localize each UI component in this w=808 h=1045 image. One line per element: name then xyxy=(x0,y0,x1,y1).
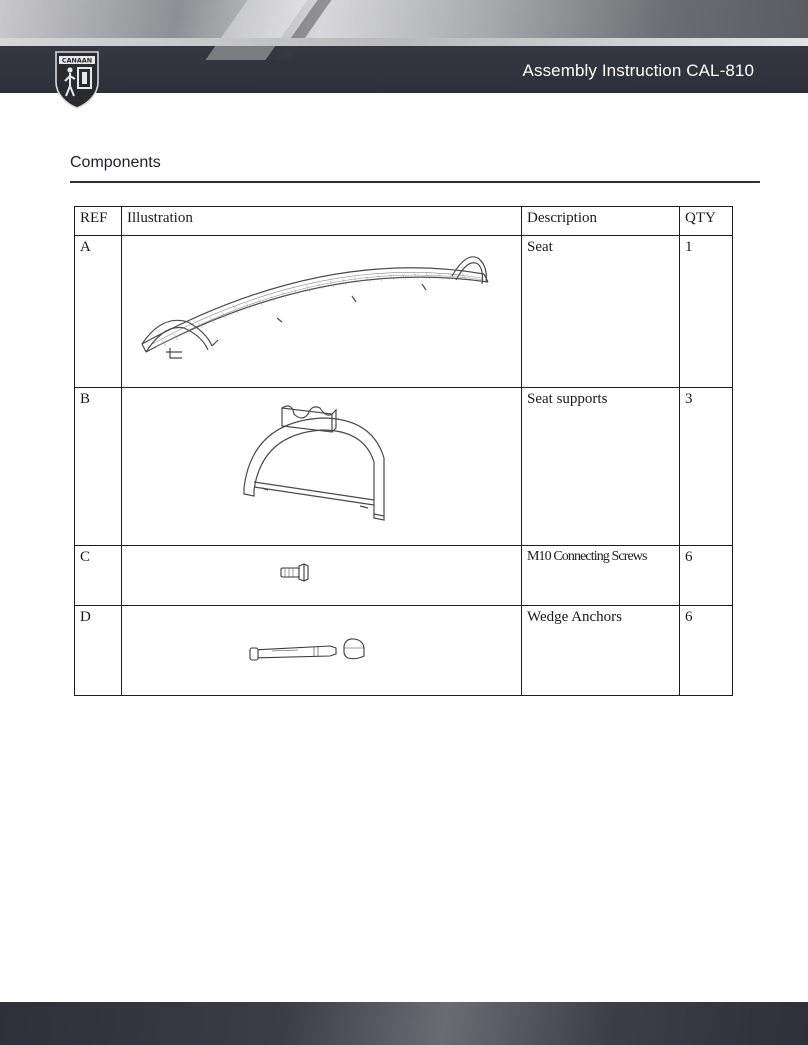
hex-bolt-icon xyxy=(122,546,520,604)
header-decorative-band xyxy=(0,0,808,40)
header-qty: QTY xyxy=(680,207,733,236)
table-row xyxy=(75,388,733,546)
arched-seat-support-icon xyxy=(122,388,520,544)
table-row xyxy=(75,546,733,606)
row-qty: 6 xyxy=(680,606,733,696)
row-ref: C xyxy=(75,546,122,606)
header-ref: REF xyxy=(75,207,122,236)
header-illustration: Illustration xyxy=(122,207,522,236)
row-illustration xyxy=(122,546,522,606)
row-ref: B xyxy=(75,388,122,546)
row-illustration xyxy=(122,388,522,546)
row-qty: 1 xyxy=(680,236,733,388)
row-description: M10 Connecting Screws xyxy=(522,546,680,606)
logo-text: CANAAN xyxy=(61,56,93,65)
row-qty: 3 xyxy=(680,388,733,546)
row-ref: A xyxy=(75,236,122,388)
table-row xyxy=(75,236,733,388)
section-divider xyxy=(70,181,760,183)
canaan-logo xyxy=(54,48,100,110)
page-header xyxy=(0,0,808,93)
row-description: Wedge Anchors xyxy=(522,606,680,696)
row-qty: 6 xyxy=(680,546,733,606)
row-illustration xyxy=(122,606,522,696)
row-description: Seat xyxy=(522,236,680,388)
row-ref: D xyxy=(75,606,122,696)
wedge-anchor-icon xyxy=(122,606,520,694)
header-description: Description xyxy=(522,207,680,236)
section-title: Components xyxy=(70,154,161,171)
document-title: Assembly Instruction CAL-810 xyxy=(522,61,754,80)
row-illustration xyxy=(122,236,522,388)
components-table xyxy=(74,206,733,696)
table-header-row xyxy=(75,207,733,236)
table-row xyxy=(75,606,733,696)
page-footer xyxy=(0,1002,808,1045)
curved-bench-seat-icon xyxy=(122,236,520,386)
header-metal-strip xyxy=(0,38,808,46)
row-description: Seat supports xyxy=(522,388,680,546)
